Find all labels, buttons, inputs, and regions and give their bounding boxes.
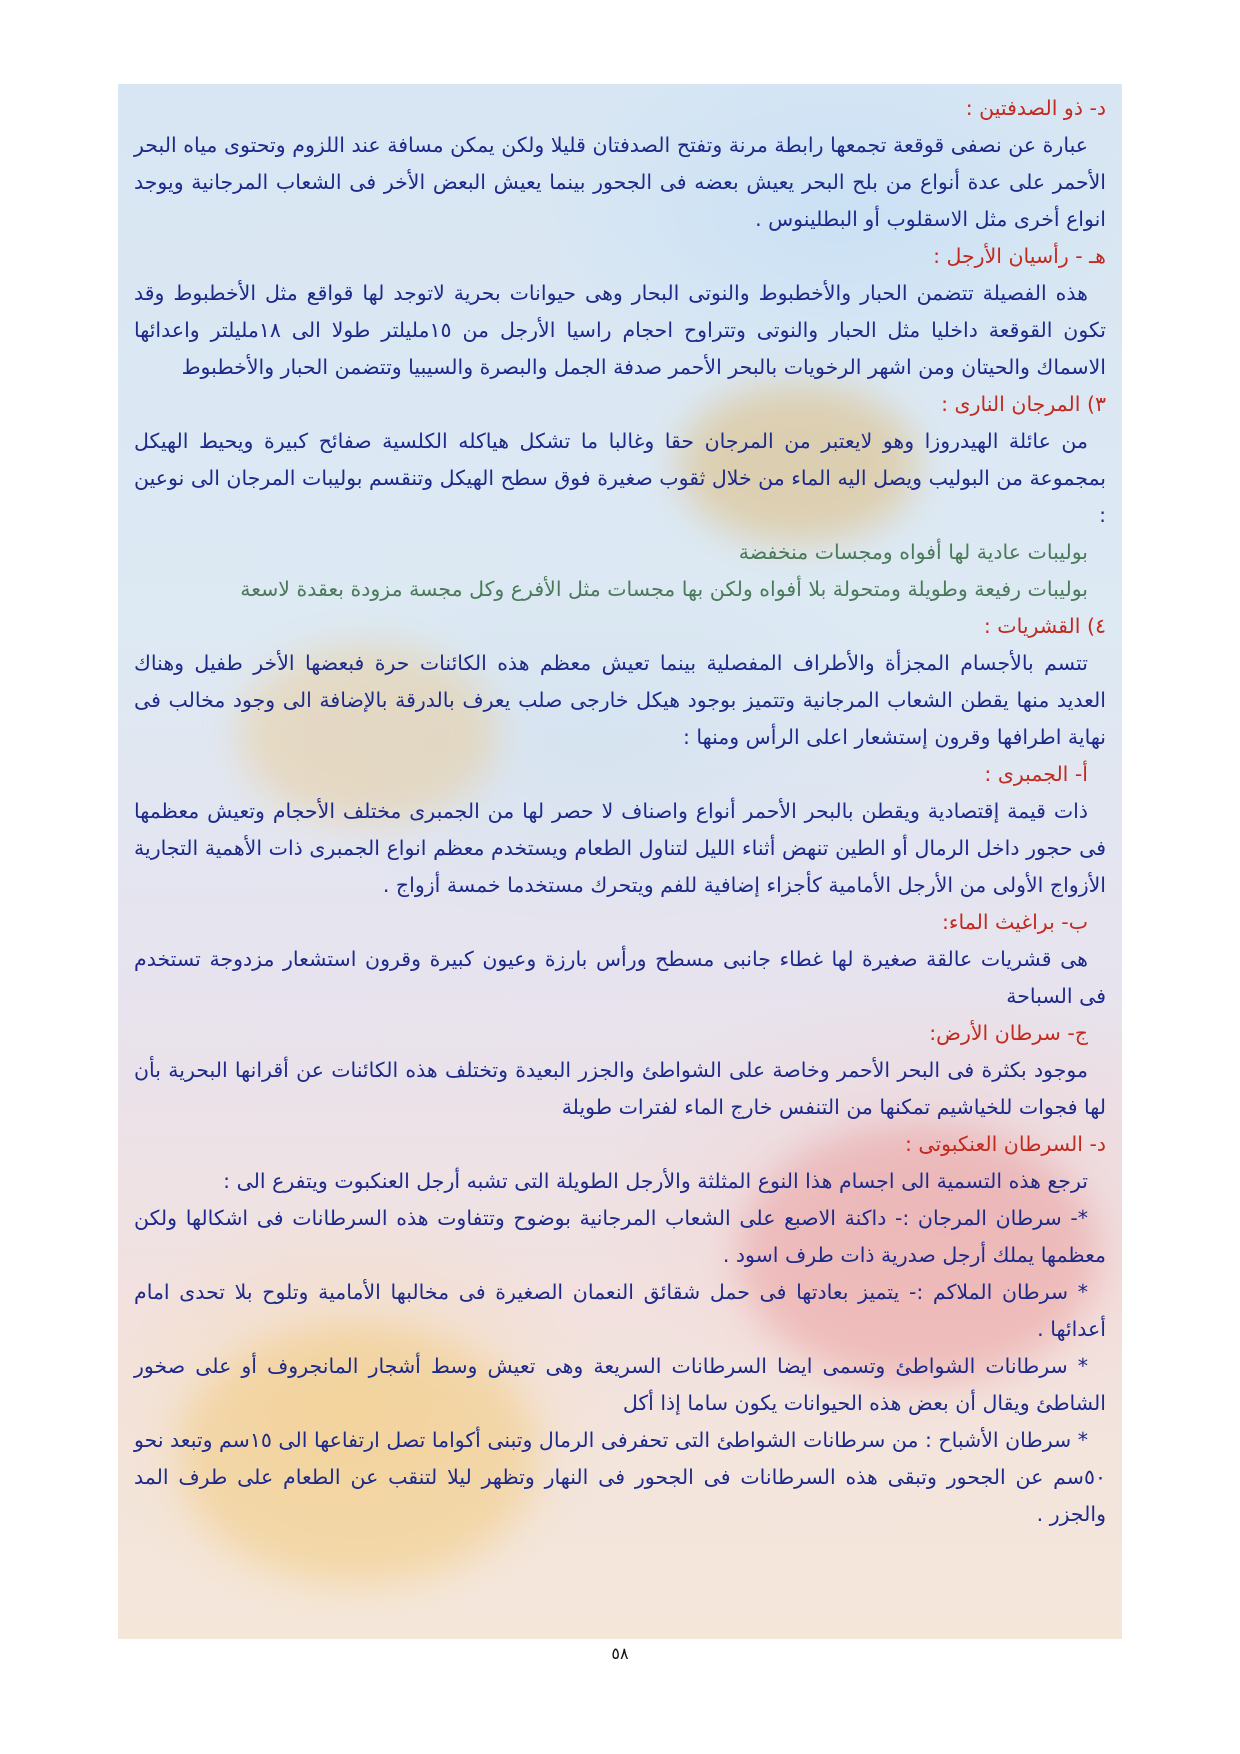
paragraph: تتسم بالأجسام المجزأة والأطراف المفصلية بينما تعيش معظم هذه الكائنات حرة فبعضها الأخر طفيل وهناك العديد منها يقطن الشعاب المرجانية وتتميز بوجود هيكل خارجى صلب يعرف بالدرقة بالإضافة الى وجود مخالب فى نهاية اطرافها وقرون إستشعار اعلى الرأس ومنها : — [134, 651, 1106, 749]
bullet-item: *- سرطان المرجان :- داكنة الاصبع على الشعاب المرجانية بوضوح وتتفاوت هذه السرطانات فى اشكالها ولكن معظمها يملك أرجل صدرية ذات طرف اسود . — [134, 1206, 1106, 1267]
paragraph: موجود بكثرة فى البحر الأحمر وخاصة على الشواطئ والجزر البعيدة وتختلف هذه الكائنات عن أقرانها البحرية بأن لها فجوات للخياشيم تمكنها من التنفس خارج الماء لفترات طويلة — [134, 1058, 1106, 1119]
section-heading: ج- سرطان الأرض: — [929, 1021, 1088, 1045]
bullet-item: * سرطانات الشواطئ وتسمى ايضا السرطانات السريعة وهى تعيش وسط أشجار المانجروف أو على صخور الشاطئ ويقال أن بعض هذه الحيوانات يكون ساما إذا أكل — [134, 1354, 1106, 1415]
paragraph: هى قشريات عالقة صغيرة لها غطاء جانبى مسطح ورأس بارزة وعيون كبيرة وقرون استشعار مزدوجة تستخدم فى السباحة — [134, 947, 1106, 1008]
page-number: ٥٨ — [611, 1644, 629, 1663]
bullet-item: * سرطان الأشباح : من سرطانات الشواطئ التى تحفرفى الرمال وتبنى أكواما تصل ارتفاعها الى ١٥سم وتبعد نحو ٥٠سم عن الجحور وتبقى هذه السرطانات فى الجحور فى النهار وتظهر ليلا لتنقب عن الطعام على طرف المد والجزر . — [134, 1428, 1106, 1526]
list-item: بوليبات رفيعة وطويلة ومتحولة بلا أفواه ولكن بها مجسات مثل الأفرع وكل مجسة مزودة بعقدة لاسعة — [240, 577, 1088, 601]
page-panel — [118, 84, 1122, 1639]
paragraph: عبارة عن نصفى قوقعة تجمعها رابطة مرنة وتفتح الصدفتان قليلا ولكن يمكن مسافة عند اللزوم وتحتوى مياه البحر الأحمر على عدة أنواع من بلح البحر يعيش بعضه فى الجحور بينما يعيش البعض الأخر فى الشعاب المرجانية ويوجد انواع أخرى مثل الاسقلوب أو البطلينوس . — [134, 133, 1106, 231]
bullet-item: * سرطان الملاكم :- يتميز بعادتها فى حمل شقائق النعمان الصغيرة فى مخالبها الأمامية وتلوح بلا تحدى امام أعدائها . — [134, 1280, 1106, 1341]
paragraph: من عائلة الهيدروزا وهو لايعتبر من المرجان حقا وغالبا ما تشكل هياكله الكلسية صفائح كبيرة ويحيط الهيكل بمجموعة من البوليب ويصل اليه الماء من خلال ثقوب صغيرة فوق سطح الهيكل وتنقسم بوليبات المرجان الى نوعين : — [134, 429, 1106, 527]
section-heading: أ- الجمبرى : — [984, 762, 1088, 786]
section-heading: هـ - رأسيان الأرجل : — [933, 244, 1106, 268]
article-body — [134, 90, 1106, 1533]
section-heading: ٤) القشريات : — [983, 614, 1106, 638]
section-heading: د- ذو الصدفتين : — [965, 96, 1106, 120]
paragraph: ترجع هذه التسمية الى اجسام هذا النوع المثلثة والأرجل الطويلة التى تشبه أرجل العنكبوت ويتفرع الى : — [223, 1169, 1088, 1193]
paragraph: هذه الفصيلة تتضمن الحبار والأخطبوط والنوتى البحار وهى حيوانات بحرية لاتوجد لها قواقع مثل الأخطبوط وقد تكون القوقعة داخليا مثل الحبار والنوتى وتتراوح احجام راسيا الأرجل من ١٥مليلتر طولا الى ١٨مليلتر واعدائها الاسماك والحيتان ومن اشهر الرخويات بالبحر الأحمر صدفة الجمل والبصرة والسيبيا وتتضمن الحبار والأخطبوط — [134, 281, 1106, 379]
section-heading: ب- براغيث الماء: — [941, 910, 1088, 934]
section-heading: د- السرطان العنكبوتى : — [904, 1132, 1106, 1156]
section-heading: ٣) المرجان النارى : — [941, 392, 1106, 416]
list-item: بوليبات عادية لها أفواه ومجسات منخفضة — [738, 540, 1088, 564]
paragraph: ذات قيمة إقتصادية ويقطن بالبحر الأحمر أنواع واصناف لا حصر لها من الجمبرى مختلف الأحجام وتعيش معظمها فى حجور داخل الرمال أو الطين تنهض أثناء الليل لتناول الطعام ويستخدم معظم انواع الجمبرى ذات الأهمية التجارية الأزواج الأولى من الأرجل الأمامية كأجزاء إضافية للفم ويتحرك مستخدما خمسة أزواج . — [134, 799, 1106, 897]
